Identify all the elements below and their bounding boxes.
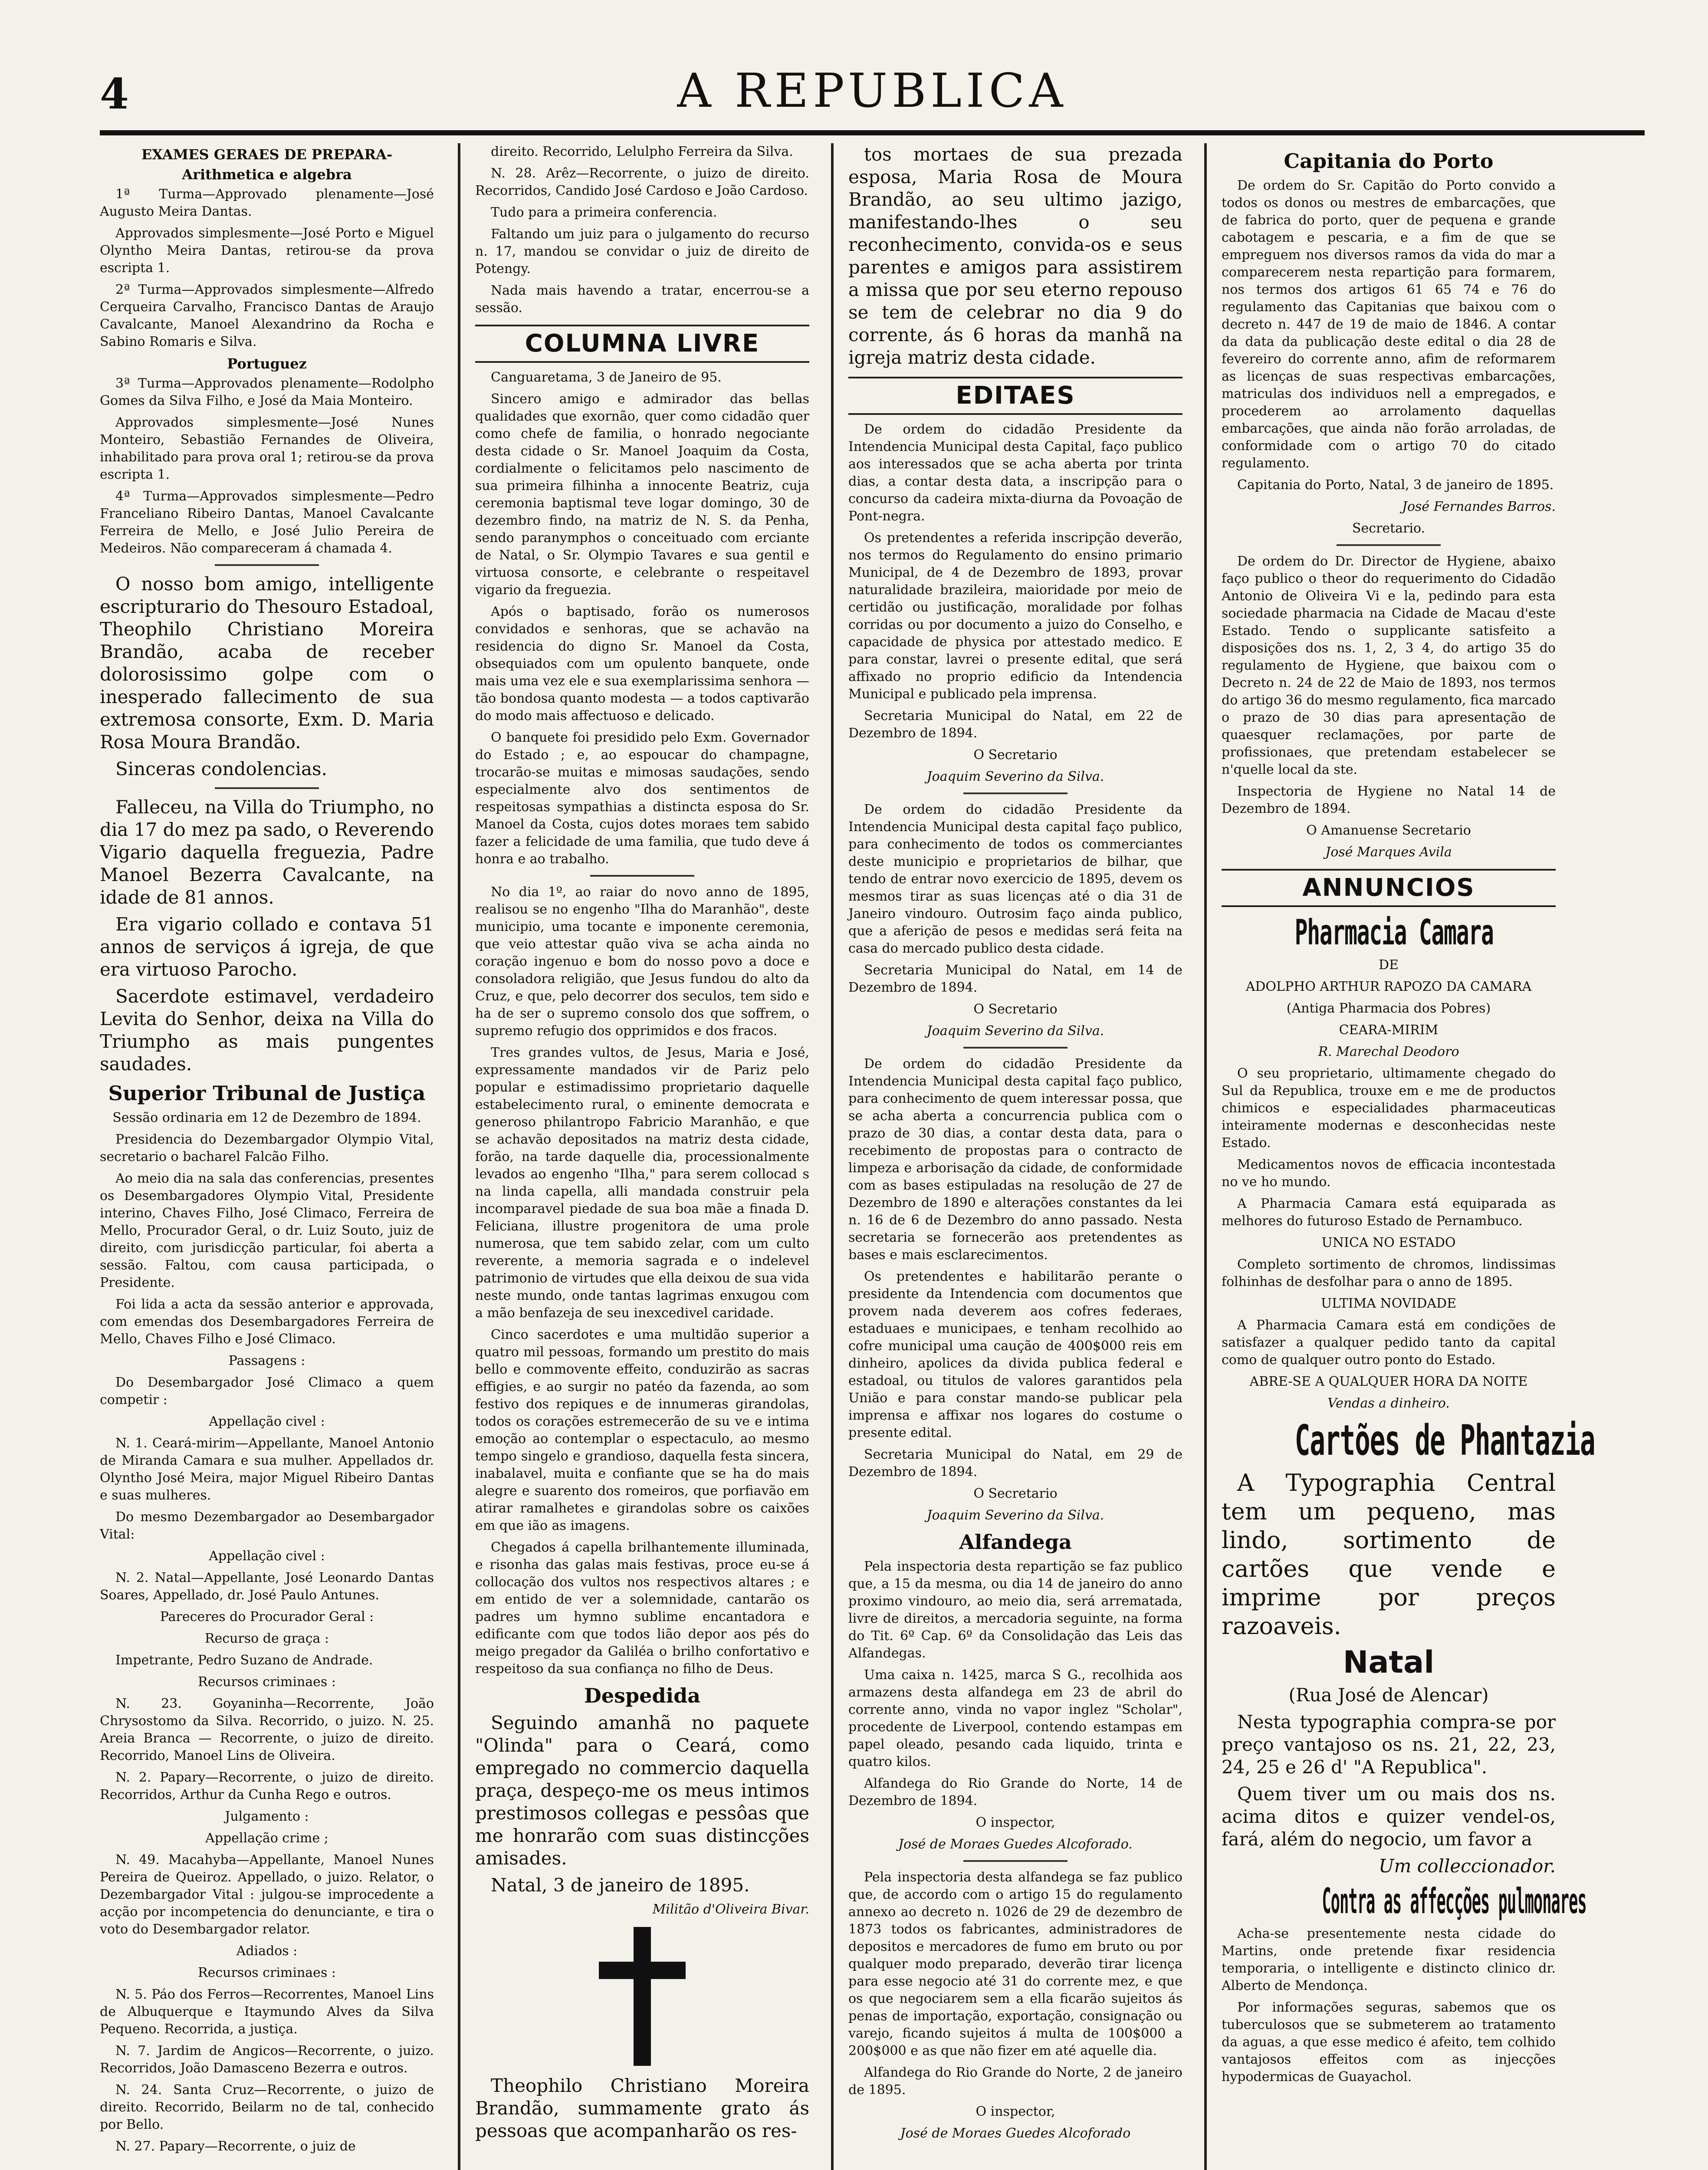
- obituary-paragraph: O nosso bom amigo, intelligente escripturario do Thesouro Estadoal, Theophilo Christiano Moreira Brandão, acaba de receber dolorosissimo golpe com o inesperado fallecimento de sua extremosa consorte, Exm. D. Maria Rosa Moura Brandão.: [100, 573, 434, 753]
- paragraph: N. 1. Ceará-mirim—Appellante, Manoel Antonio de Miranda Camara e sua mulher. Appellados dr. Olyntho José Meira, major Miguel Ribeiro Dantas e suas mulheres.: [100, 1436, 434, 1503]
- paragraph: Presidencia do Dezembargador Olympio Vital, secretario o bacharel Falcão Filho.: [100, 1132, 434, 1164]
- signature: Joaquim Severino da Silva.: [926, 1508, 1104, 1523]
- text: ULTIMA NOVIDADE: [1320, 1296, 1457, 1311]
- masthead-rule: [100, 130, 1645, 135]
- paragraph: O seu proprietario, ultimamente chegado do Sul da Republica, trouxe em e me de productos chimicos e especialidades pharmaceuticas inteiramente modernas e desconhecidas neste Estado.: [1222, 1066, 1556, 1151]
- arith-subheading: Arithmetica e algebra: [182, 166, 352, 183]
- paragraph: N. 7. Jardim de Angicos—Recorrente, o juizo. Recorridos, João Damasceno Bezerra e outros.: [100, 2043, 434, 2076]
- separator: [963, 792, 1068, 794]
- paragraph: Medicamentos novos de efficacia incontestada no ve ho mundo.: [1222, 1157, 1556, 1190]
- paragraph: N. 5. Páo dos Ferros—Recorrentes, Manoel Lins de Albuquerque e Itaymundo Alves da Silva Pequeno. Recorrida, a justiça.: [100, 1987, 434, 2037]
- separator: [215, 787, 319, 789]
- alfandega-heading: Alfandega: [959, 1530, 1072, 1554]
- signature: José de Moraes Guedes Alcoforado: [900, 2126, 1131, 2141]
- paragraph: De ordem do cidadão Presidente da Intendencia Municipal desta capital faço publico, para conhecimento de quem interessar possa, que se acha aberta a concurrencia publica com o prazo de 30 dias, a contar desta data, para o recebimento de propostas para o contracto de limpeza e arborisação da cidade, de conformidade com as bases estipuladas na resolução de 27 de Dezembro de 1890 e alterações constantes da lei n. 16 de 6 de Dezembro do anno passado. Nesta secretaria se fornecerão aos pretendentes as bases e mais esclarecimentos.: [848, 1056, 1182, 1263]
- signature: Joaquim Severino da Silva.: [926, 769, 1104, 784]
- exams-heading: EXAMES GERAES DE PREPARA-: [141, 146, 393, 163]
- paragraph: Inspectoria de Hygiene no Natal 14 de Dezembro de 1894.: [1222, 784, 1556, 816]
- text: ABRE-SE A QUALQUER HORA DA NOITE: [1249, 1374, 1528, 1389]
- separator: [963, 1047, 1068, 1049]
- paragraph: N. 24. Santa Cruz—Recorrente, o juizo de direito. Recorrido, Beilarm no de tal, conhecido por Bello.: [100, 2082, 434, 2132]
- paragraph: N. 23. Goyaninha—Recorrente, João Chrysostomo da Silva. Recorrido, o juizo. N. 25. Areia Branca — Recorrente, o juizo de direito. Recorrido, Manoel Lins de Oliveira.: [100, 1696, 434, 1763]
- text: R. Marechal Deodoro: [1318, 1044, 1459, 1059]
- signature: José Fernandes Barros.: [1402, 499, 1556, 514]
- paragraph: Nada mais havendo a tratar, encerrou-se a sessão.: [475, 283, 809, 316]
- subheading: Recursos criminaes :: [198, 1965, 336, 1980]
- separator: [963, 1860, 1068, 1862]
- despedida-heading: Despedida: [584, 1684, 701, 1707]
- column-2: [475, 143, 809, 2170]
- portuguez-subheading: Portuguez: [227, 355, 307, 372]
- obituary-paragraph: Sinceras condolencias.: [115, 758, 327, 779]
- text: CEARA-MIRIM: [1339, 1023, 1439, 1038]
- subheading: Recurso de graça :: [204, 1631, 329, 1646]
- paragraph: direito. Recorrido, Lelulpho Ferreira da Silva.: [491, 144, 793, 159]
- paragraph: A Pharmacia Camara está equiparada as melhores do futuroso Estado de Pernambuco.: [1222, 1196, 1556, 1229]
- paragraph: Alfandega do Rio Grande do Norte, 14 de Dezembro de 1894.: [848, 1776, 1182, 1808]
- subheading: Julgamento :: [225, 1809, 309, 1824]
- paragraph: Capitania do Porto, Natal, 3 de janeiro de 1895.: [1237, 477, 1554, 493]
- subheading: Appellação civel :: [209, 1549, 325, 1564]
- paragraph: Sincero amigo e admirador das bellas qualidades que exornão, quer como cidadão quer como chefe de familia, o honrado negociante desta cidade o Sr. Manoel Joaquim da Costa, cordialmente o felicitamos pelo nascimento de sua primeira filhinha a innocente Beatriz, cuja ceremonia baptismal teve logar domingo, 30 de dezembro findo, na matriz de N. S. da Penha, sendo paranymphos o conceituado com erciante de Natal, o Sr. Olympio Tavares e sua gentil e virtuosa consorte, e celebrante o respeitavel vigario da freguezia.: [475, 391, 809, 598]
- paragraph: Tres grandes vultos, de Jesus, Maria e José, expressamente mandados vir de Pariz pelo popular e estimadissimo proprietario daquelle estabelecimento rural, o eminente democrata e generoso philantropo Fabricio Maranhão, e que se achavão depositados na matriz desta cidade, forão, na tarde daquelle dia, processionalmente levados ao engenho "Ilha," para serem collocad s na linda capella, alli mandada construir pela incomparavel piedade de sua boa mãe a finada D. Feliciana, illustre progenitora de uma prole numerosa, que tem sabido zelar, com um culto reverente, a memoria sagrada e o indelevel patrimonio de virtudes que ella deixou de sua vida neste mundo, onde tantas lagrimas enxugou com a mão benfazeja de seu inexcedivel caridade.: [475, 1045, 809, 1321]
- obituary-paragraph: Era vigario collado e contava 51 annos de serviços á igreja, de que era virtuoso Parocho.: [100, 914, 434, 980]
- paragraph: Pela inspectoria desta repartição se faz publico que, a 15 da mesma, ou dia 14 de janeiro do anno proximo vindouro, ao meio dia, será arrematada, livre de direitos, a mercadoria seguinte, na forma do Tit. 6º Cap. 6º da Consolidação das Leis das Alfandegas.: [848, 1559, 1182, 1661]
- paragraph: A Typographia Central tem um pequeno, mas lindo, sortimento de cartões que vende e imprime por preços razoaveis.: [1222, 1469, 1556, 1640]
- separator: [1337, 544, 1441, 546]
- masthead: [100, 65, 1645, 139]
- paragraph: Nesta typographia compra-se por preço vantajoso os ns. 21, 22, 23, 24, 25 e 26 d' "A Republica".: [1222, 1711, 1556, 1778]
- paragraph: De ordem do Sr. Capitão do Porto convido a todos os donos ou mestres de embarcações, que de fabrica do porto, quer de pequena e grande cabotagem e pescaria, e a fim de que se empreguem nos diversos ramos da vida do mar a comparecerem nesta repartição para formarem, nos termos dos artigos 61 65 74 e 76 do regulamento das Capitanias que baixou com o decreto n. 447 de 19 de maio de 1846. A contar da data da publicação deste edital o dia 28 de fevereiro do corrente anno, afim de reformarem as licenças de suas respectivas embarcações, matriculas dos individuos nell a empregados, e procederem ao arrolamento daquellas embarcações, que ainda não forão arroladas, de conformidade com o artigo 70 do citado regulamento.: [1222, 178, 1556, 471]
- paragraph: Após o baptisado, forão os numerosos convidados e senhoras, que se achavão na residencia do digno Sr. Manoel da Costa, obsequiados com um opulento banquete, onde mais uma vez ele e sua exemplarissima senhora — tão bondosa quanto modesta — a todos captivarão do modo mais affectuoso e delicado.: [475, 604, 809, 723]
- page-number: 4: [100, 69, 129, 118]
- paragraph: Secretaria Municipal do Natal, em 22 de Dezembro de 1894.: [848, 708, 1182, 741]
- paragraph: Seguindo amanhã no paquete "Olinda" para o Ceará, como empregado no commercio daquella praça, despeço-me os meus intimos prestimosos collegas e pessôas que me honrarão com suas distincções amisades.: [475, 1712, 809, 1869]
- cartoes-heading: Cartões de Phantazia: [1294, 1416, 1595, 1465]
- role: O Amanuense Secretario: [1306, 823, 1471, 838]
- signature: Militão d'Oliveira Bivar.: [652, 1902, 809, 1917]
- obituary-paragraph: Falleceu, na Villa do Triumpho, no dia 17 do mez pa sado, o Reverendo Vigario daquella freguezia, Padre Manoel Bezerra Cavalcante, na idade de 81 annos.: [100, 796, 434, 908]
- text: (Antiga Pharmacia dos Pobres): [1286, 1001, 1491, 1016]
- paragraph: Por informações seguras, sabemos que os tuberculosos que se submeterem ao tratamento da aguas, a que esse medico é afeito, tem colhido vantajosos effeitos com as injecções hypodermicas de Guayachol.: [1222, 2000, 1556, 2085]
- signature: José Marques Avila: [1325, 845, 1452, 860]
- paragraph: Tudo para a primeira conferencia.: [491, 205, 717, 220]
- dateline: Canguaretama, 3 de Janeiro de 95.: [491, 370, 722, 385]
- column-4: [1222, 143, 1595, 2170]
- paragraph: Cinco sacerdotes e uma multidão superior a quatro mil pessoas, formando um prestito do mais bello e commovente effeito, conduzirão as sacras effigies, e ao surgir no patéo da fazenda, ao som festivo dos repiques e de innumeras girandolas, todos os corações estremecerão de su ve e intima emoção ao contemplar o espectaculo, ao mesmo tempo singelo e grandioso, daquella festa sincera, inabalavel, muita e confiante que se ha do mais alegre e suarento dos romeiros, que porfiavão em atirar ramalhetes e girandolas sobre os caixões em que ião as imagens.: [475, 1327, 809, 1533]
- paragraph: De ordem do Dr. Director de Hygiene, abaixo faço publico o theor do requerimento do Cidadão Antonio de Oliveira Vi e la, pedindo para esta sociedade pharmacia na Cidade de Macau d'este Estado. Tendo o supplicante satisfeito a disposições dos ns. 1, 2, 3 4, do artigo 35 do regulamento de Hygiene, que baixou com o Decreto n. 24 de 22 de Maio de 1893, nos termos do artigo 36 do mesmo regulamento, fica marcado o prazo de 30 dias para apresentação de quaesquer reclamações, por parte de profissionaes, que pretendam estabelecer se n'quelle local da ste.: [1222, 554, 1556, 777]
- paragraph: N. 28. Arêz—Recorrente, o juizo de direito. Recorridos, Candido José Cardoso e João Cardoso.: [475, 166, 809, 198]
- paragraph: Chegados á capella brilhantemente illuminada, e risonha das galas mais festivas, proce eu-se á collocação dos vultos nos respectivos altares ; e em entido de ver a solemnidade, cantarão os padres um hymno sublime encantadora e edificante com que todos lião depor aos pés do meigo pregador da Galiléa o brilho confortativo e respeitoso da sua confiança no filho de Deus.: [475, 1540, 809, 1677]
- paragraph: Uma caixa n. 1425, marca S G., recolhida aos armazens desta alfandega em 23 de abril do corrente anno, vinda no vapor inglez "Scholar", procedente de Liverpool, contendo estampas em papel oleado, pesando cada liquido, trinta e quatro kilos.: [848, 1667, 1182, 1769]
- paragraph: Completo sortimento de chromos, lindissimas folhinhas de desfolhar para o anno de 1895.: [1222, 1257, 1556, 1289]
- role: O inspector,: [976, 1815, 1055, 1830]
- dateline: Natal, 3 de janeiro de 1895.: [491, 1874, 750, 1896]
- subheading: Passagens :: [228, 1353, 305, 1368]
- role: O inspector,: [976, 2104, 1055, 2119]
- editaes-heading: EDITAES: [848, 377, 1182, 415]
- paragraph: 3ª Turma—Approvados plenamente—Rodolpho Gomes da Silva Filho, e José da Maia Monteiro.: [100, 376, 434, 408]
- contra-heading: Contra as affecções pulmonares: [1322, 1881, 1586, 1921]
- separator: [215, 564, 319, 566]
- separator: [590, 875, 694, 877]
- subheading: Recursos criminaes :: [198, 1674, 336, 1690]
- paragraph: De ordem do cidadão Presidente da Intendencia Municipal desta capital faço publico, para conhecimento de todos os commerciantes deste municipio e proprietarios de bilhar, que tendo de entrar novo exercicio de 1895, devem os mesmos tirar as suas licenças até o dia 31 de Janeiro vindouro. Outrosim faço ainda publico, que a aferição de pesos e medidas será feita na casa do mercado publico desta cidade.: [848, 802, 1182, 956]
- signature: José de Moraes Guedes Alcoforado.: [898, 1837, 1133, 1852]
- columna-livre-heading: COLUMNA LIVRE: [475, 325, 809, 363]
- paragraph: Faltando um juiz para o julgamento do recurso n. 17, mandou se convidar o juiz de direito de Potengy.: [475, 227, 809, 276]
- paragraph: Secretaria Municipal do Natal, em 14 de Dezembro de 1894.: [848, 963, 1182, 995]
- paragraph: Approvados simplesmente—José Porto e Miguel Olyntho Meira Dantas, retirou-se da prova escripta 1.: [100, 226, 434, 276]
- paragraph: De ordem do cidadão Presidente da Intendencia Municipal desta Capital, faço publico aos interessados que se acha aberta por trinta dias, a contar desta data, a inscripção para o concurso da cadeira mixta-diurna da Povoação de Pont-negra.: [848, 422, 1182, 524]
- paragraph: 1ª Turma—Approvado plenamente—José Augusto Meira Dantas.: [100, 187, 434, 219]
- role: O Secretario: [973, 1486, 1058, 1501]
- text: Vendas a dinheiro.: [1327, 1396, 1450, 1411]
- role: Secretario.: [1352, 521, 1426, 536]
- column-divider: [831, 143, 834, 2170]
- signature: Joaquim Severino da Silva.: [926, 1023, 1104, 1039]
- paragraph: Foi lida a acta da sessão anterior e approvada, com emendas dos Desembargadores Ferreira de Mello, Chaves Filho e José Climaco.: [100, 1297, 434, 1347]
- paragraph: Os pretendentes a referida inscripção deverão, nos termos do Regulamento do ensino primario Municipal, de 4 de Dezembro de 1893, provar naturalidade brazileira, maioridade por meio de certidão ou justificação, moralidade por folhas corridas ou por documento a juizo do Conselho, e capacidade de physica por attestado medico. E para constar, lavrei o presente edital, que será affixado no proprio edificio da Intendencia Municipal e publicado pela imprensa.: [848, 530, 1182, 702]
- column-divider: [458, 143, 460, 2170]
- paragraph: Os pretendentes e habilitarão perante o presidente da Intendencia com documentos que provem nada deverem aos cofres federaes, estaduaes e municipaes, e tenham recolhido ao cofre municipal uma caução de 400$000 reis em dinheiro, apolices da divida publica federal e estadoal, ou titulos de valores garantidos pela União e para constar mando-se publicar pela imprensa e affixar nos logares do costume o presente edital.: [848, 1269, 1182, 1440]
- paragraph: Alfandega do Rio Grande do Norte, 2 de janeiro de 1895.: [848, 2065, 1182, 2098]
- paragraph: No dia 1º, ao raiar do novo anno de 1895, realisou se no engenho "Ilha do Maranhão", deste municipio, uma tocante e imponente ceremonia, que veio attestar quão viva se acha ainda no coração ingenuo e bom do nosso povo a doce e consoladora religião, que Jesus fundou do alto da Cruz, e que, pelo decorrer dos seculos, tem sido e ha de ser o supremo consolo dos que soffrem, o supremo refugio dos opprimidos e dos fracos.: [475, 884, 809, 1039]
- subheading: Adiados :: [236, 1943, 298, 1959]
- subheading: Appellação civel :: [209, 1414, 325, 1429]
- subheading: Pareceres do Procurador Geral :: [160, 1609, 374, 1624]
- signature: Um colleccionador.: [1379, 1855, 1556, 1877]
- newspaper-title: A REPUBLICA: [677, 64, 1068, 118]
- paragraph: O banquete foi presidido pelo Exm. Governador do Estado ; e, ao espoucar do champagne, trocarão-se muitas e mimosas saudações, sendo especialmente alvo dos sentimentos de respeitosas sympathias a distincta esposa do Sr. Manoel da Costa, cujos dotes moraes tem sabido fazer a felicidade de uma familia, que tudo deve á honra e ao trabalho.: [475, 730, 809, 867]
- paragraph: N. 2. Papary—Recorrente, o juizo de direito. Recorridos, Arthur da Cunha Rego e outros.: [100, 1770, 434, 1802]
- paragraph: Secretaria Municipal do Natal, em 29 de Dezembro de 1894.: [848, 1447, 1182, 1480]
- column-1: [100, 143, 434, 2170]
- role: O Secretario: [973, 1002, 1058, 1017]
- column-3: [848, 143, 1182, 2170]
- paragraph: N. 49. Macahyba—Appellante, Manoel Nunes Pereira de Queiroz. Appellado, o juizo. Relator, o Dezembargador Vital : julgou-se improcedente a acção por incompetencia do denunciante, e tira o voto do Desembargador relator.: [100, 1852, 434, 1937]
- paragraph: Do Desembargador José Climaco a quem competir :: [100, 1375, 434, 1407]
- paragraph: 2ª Turma—Approvados simplesmente—Alfredo Cerqueira Carvalho, Francisco Dantas de Araujo Cavalcante, Manoel Alexandrino da Rocha e Sabino Romaris e Silva.: [100, 282, 434, 349]
- paragraph: Ao meio dia na sala das conferencias, presentes os Desembargadores Olympio Vital, Presidente interino, Chaves Filho, José Climaco, Ferreira de Mello, Procurador Geral, o dr. Luiz Souto, juiz de direito, com jurisdicção particular, foi aberta a sessão. Faltou, com causa participada, o Presidente.: [100, 1171, 434, 1290]
- text: UNICA NO ESTADO: [1321, 1235, 1456, 1250]
- column-divider: [1204, 143, 1207, 2170]
- tribunal-session: Sessão ordinaria em 12 de Dezembro de 1894.: [112, 1110, 421, 1125]
- annuncios-heading: ANNUNCIOS: [1222, 869, 1556, 907]
- paragraph: Theophilo Christiano Moreira Brandão, summamente grato ás pessoas que acompanharão os res-: [475, 2075, 809, 2141]
- paragraph: 4ª Turma—Approvados simplesmente—Pedro Franceliano Ribeiro Dantas, Manoel Cavalcante Ferreira de Mello, e José Julio Pereira de Medeiros. Não compareceram á chamada 4.: [100, 489, 434, 556]
- paragraph: N. 2. Natal—Appellante, José Leonardo Dantas Soares, Appellado, dr. José Paulo Antunes.: [100, 1570, 434, 1603]
- pharmacia-heading: Pharmacia Camara: [1294, 912, 1494, 953]
- pharmacy-owner: ADOLPHO ARTHUR RAPOZO DA CAMARA: [1245, 979, 1532, 994]
- obituary-paragraph: Sacerdote estimavel, verdadeiro Levita do Senhor, deixa na Villa do Triumpho as mais pungentes saudades.: [100, 986, 434, 1075]
- paragraph: Acha-se presentemente nesta cidade do Martins, onde pretende fixar residencia temporaria, o intelligente e distincto clinico dr. Alberto de Mendonça.: [1222, 1926, 1556, 1993]
- capitania-heading: Capitania do Porto: [1284, 149, 1494, 173]
- paragraph: A Pharmacia Camara está em condições de satisfazer a qualquer pedido tanto da capital como de qualquer outro ponto do Estado.: [1222, 1318, 1556, 1368]
- paragraph: N. 27. Papary—Recorrente, o juiz de: [115, 2139, 356, 2154]
- paragraph: tos mortaes de sua prezada esposa, Maria Rosa de Moura Brandão, ao seu ultimo jazigo, manifestando-lhes o seu reconhecimento, convida-os e seus parentes e amigos para assistirem a missa que por seu eterno repouso se tem de celebrar no dia 9 do corrente, ás 6 horas da manhã na igreja matriz desta cidade.: [848, 144, 1182, 368]
- tribunal-heading: Superior Tribunal de Justiça: [108, 1082, 426, 1105]
- text: (Rua José de Alencar): [1288, 1684, 1489, 1706]
- funeral-cross-icon: [599, 1927, 686, 2066]
- paragraph: Quem tiver um ou mais dos ns. acima ditos e quizer vendel-os, fará, além do negocio, um favor a: [1222, 1783, 1556, 1850]
- cartoes-city: Natal: [1343, 1644, 1435, 1680]
- paragraph: Pela inspectoria desta alfandega se faz publico que, de accordo com o artigo 15 do regulamento annexo ao decreto n. 1026 de 29 de dezembro de 1873 todos os fabricantes, administradores de depositos e mercadores de fumo em bruto ou por qualquer modo preparado, deverão tirar licença para esse negocio até 31 do corrente mez, e que os que negociarem sem a ella ficarão sujeitos ás penas de importação, exportação, consignação ou varejo, ficando sujeitos á multa de 100$000 a 200$000 e as que não fizer em até aquelle dia.: [848, 1870, 1182, 2058]
- paragraph: Approvados simplesmente—José Nunes Monteiro, Sebastião Fernandes de Oliveira, inhabilitado para prova oral 1; retirou-se da prova escripta 1.: [100, 415, 434, 482]
- paragraph: Impetrante, Pedro Suzano de Andrade.: [115, 1653, 373, 1668]
- text: DE: [1379, 957, 1399, 973]
- subheading: Appellação crime ;: [205, 1831, 328, 1846]
- role: O Secretario: [973, 747, 1058, 763]
- paragraph: Do mesmo Dezembargador ao Desembargador Vital:: [100, 1509, 434, 1542]
